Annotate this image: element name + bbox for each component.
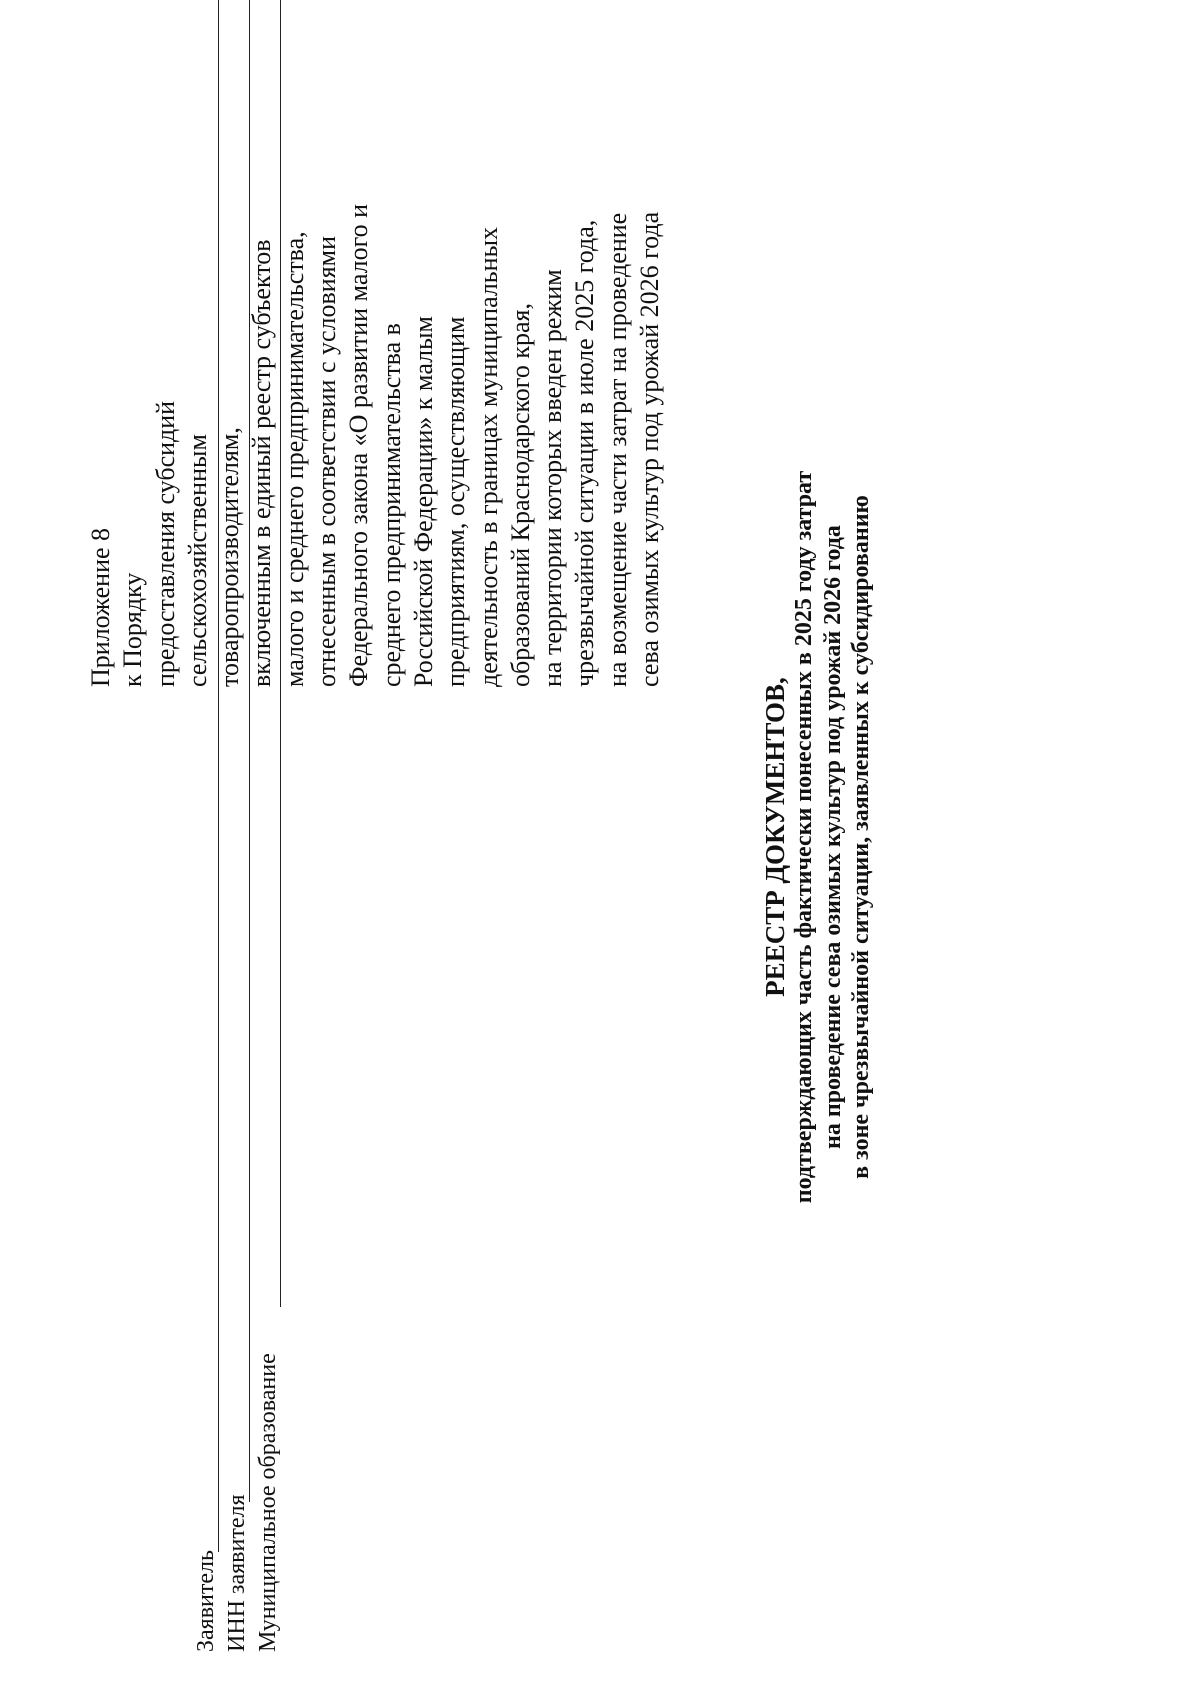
- appendix-line: сева озимых культур под урожай 2026 года: [635, 211, 665, 687]
- appendix-line: образований Краснодарского края,: [505, 303, 535, 687]
- title-line: на проведение сева озимых культур под урожай 2026 года: [819, 525, 846, 1149]
- inn-input-line[interactable]: [249, 0, 250, 1502]
- title-line: подтверждающих часть фактически понесенных в 2025 году затрат: [791, 470, 817, 1204]
- appendix-line: товаропроизводителям,: [215, 427, 245, 687]
- appendix-line: включенным в единый реестр субъектов: [247, 239, 277, 687]
- applicant-fields: [192, 0, 285, 1652]
- appendix-line: к Порядку: [118, 572, 148, 687]
- appendix-line: Приложение 8: [86, 527, 115, 687]
- document-title: [760, 337, 876, 1337]
- inn-label: ИНН заявителя: [224, 1494, 250, 1652]
- appendix-line: Российской Федерации» к малым: [408, 316, 438, 687]
- municipality-label: Муниципальное образование: [255, 1353, 281, 1652]
- appendix-line: предприятиям, осуществляющим: [441, 316, 471, 687]
- municipality-input-line[interactable]: [280, 0, 281, 1307]
- appendix-line: сельскохозяйственным: [182, 434, 212, 687]
- appendix-line: на возмещение части затрат на проведение: [602, 212, 632, 687]
- municipality-field: [254, 0, 285, 1652]
- appendix-line: малого и среднего предпринимательства,: [279, 231, 309, 687]
- inn-field: [223, 0, 254, 1652]
- appendix-line: предоставления субсидий: [150, 400, 180, 687]
- title-line: в зоне чрезвычайной ситуации, заявленных к субсидированию: [848, 495, 874, 1179]
- applicant-input-line[interactable]: [218, 0, 219, 1552]
- appendix-line: на территории которых введен режим: [538, 269, 568, 687]
- appendix-line: отнесенным в соответствии с условиями: [312, 235, 342, 687]
- title-heading: РЕЕСТР ДОКУМЕНТОВ,: [760, 677, 790, 997]
- appendix-line: деятельность в границах муниципальных: [473, 226, 503, 687]
- applicant-field: [192, 0, 223, 1652]
- appendix-line: Федерального закона «О развитии малого и: [344, 203, 374, 687]
- applicant-label: Заявитель: [193, 1550, 219, 1652]
- appendix-line: чрезвычайной ситуации в июле 2025 года,: [570, 219, 600, 687]
- appendix-line: среднего предпринимательства в: [376, 323, 406, 687]
- appendix-block: [85, 127, 666, 687]
